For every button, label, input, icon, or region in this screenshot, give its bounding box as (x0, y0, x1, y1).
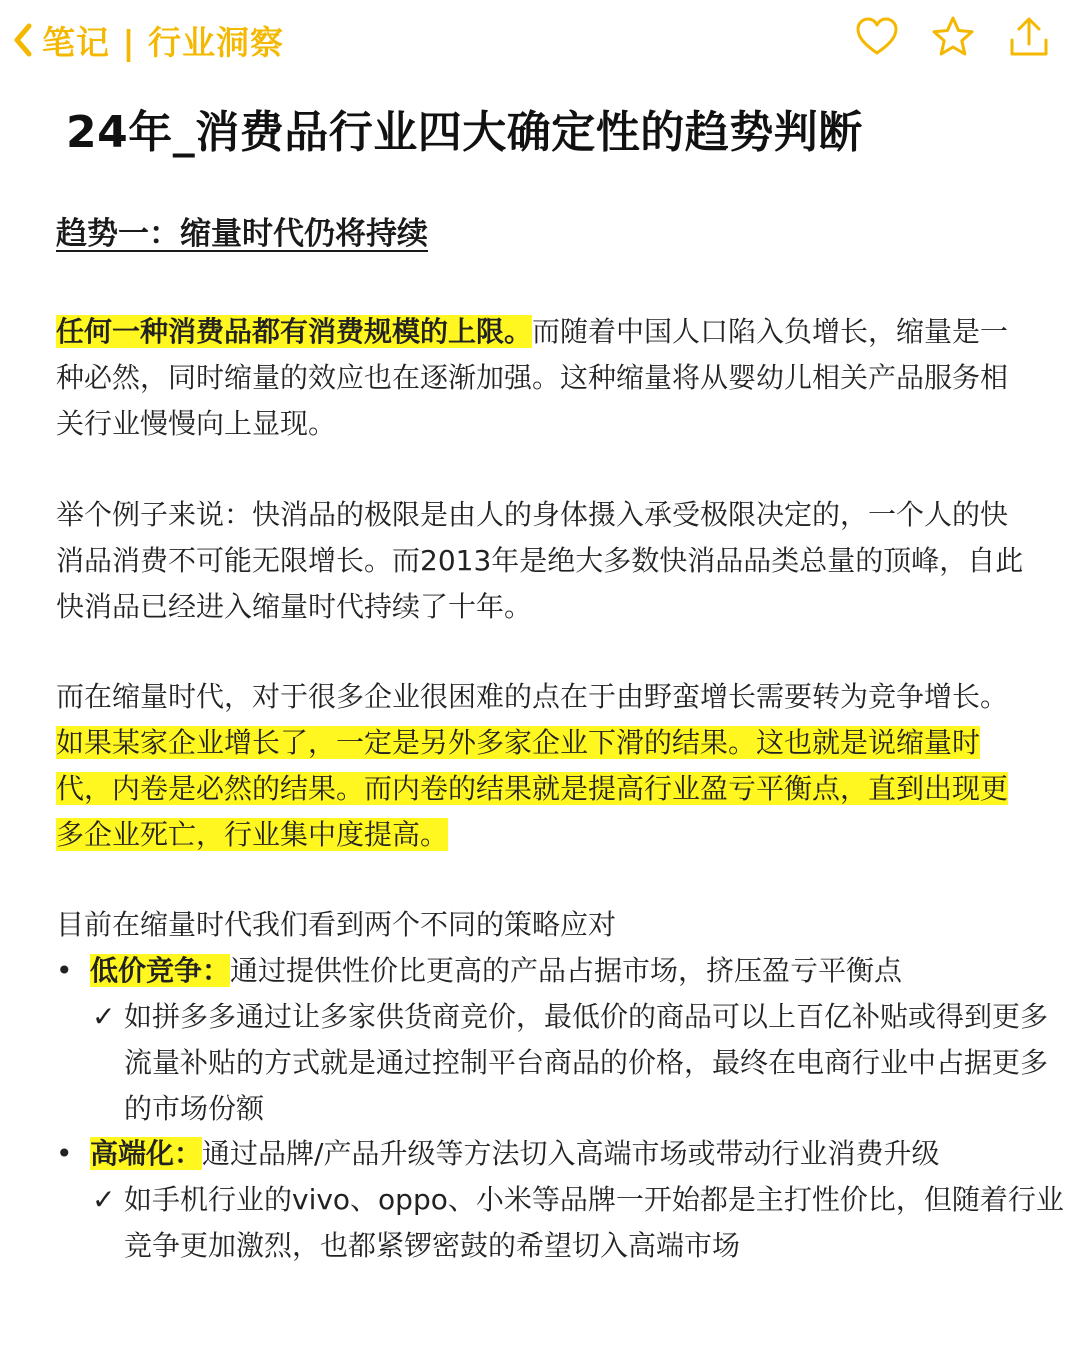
check-icon: ✓ (92, 1000, 116, 1033)
section-heading: 趋势一：缩量时代仍将持续 (56, 216, 428, 252)
heart-icon[interactable] (854, 14, 900, 60)
action-icons (854, 14, 1052, 60)
sub-list-item (92, 1177, 1064, 1269)
chevron-left-icon (8, 20, 38, 60)
list-item (56, 1131, 1031, 1177)
sub-text: 如拼多多通过让多家供货商竞价，最低价的商品可以上百亿补贴或得到更多流量补贴的方式就是通过控制平台商品的价格，最终在电商行业中占据更多的市场份额 (124, 1000, 1049, 1125)
list-item (56, 948, 1031, 994)
paragraph-4: 目前在缩量时代我们看到两个不同的策略应对 (56, 908, 617, 941)
sub-text: 如手机行业的vivo、oppo、小米等品牌一开始都是主打性价比，但随着行业竞争更加激烈，也都紧锣密鼓的希望切入高端市场 (124, 1183, 1064, 1262)
top-bar (0, 0, 1080, 80)
highlighted-text: 如果某家企业增长了，一定是另外多家企业下滑的结果。这也就是说缩量时代，内卷是必然的结果。而内卷的结果就是提高行业盈亏平衡点，直到出现更多企业死亡，行业集中度提高。 (56, 726, 1009, 851)
page-title: 24年_消费品行业四大确定性的趋势判断 (66, 107, 863, 158)
highlighted-text: 任何一种消费品都有消费规模的上限。 (56, 315, 533, 348)
bullet-label: 低价竞争： (90, 954, 231, 987)
check-icon: ✓ (92, 1183, 116, 1216)
bullet-marker: • (56, 954, 73, 987)
paragraph-1 (56, 309, 1031, 447)
star-icon[interactable] (930, 14, 976, 60)
paragraph-text: 而在缩量时代，对于很多企业很困难的点在于由野蛮增长需要转为竞争增长。 (56, 680, 1009, 713)
share-icon[interactable] (1006, 14, 1052, 60)
paragraph-3 (56, 674, 1031, 858)
paragraph-2: 举个例子来说：快消品的极限是由人的身体摄入承受极限决定的，一个人的快消品消费不可能无限增长。而2013年是绝大多数快消品品类总量的顶峰，自此快消品已经进入缩量时代持续了十年。 (56, 498, 1024, 623)
bullet-text: 通过品牌/产品升级等方法切入高端市场或带动行业消费升级 (202, 1137, 940, 1170)
bullet-marker: • (56, 1137, 73, 1170)
bullet-label: 高端化： (90, 1137, 203, 1170)
sub-list-item (92, 994, 1064, 1132)
back-button[interactable] (8, 14, 284, 66)
back-label: 笔记 | 行业洞察 (42, 22, 285, 62)
bullet-text: 通过提供性价比更高的产品占据市场，挤压盈亏平衡点 (230, 954, 903, 987)
paragraph-text: 而随着中国人口陷入负增长，缩量是一种必然，同时缩量的效应也在逐渐加强。这种缩量将从婴幼儿相关产品服务相关行业慢慢向上显现。 (56, 315, 1009, 440)
